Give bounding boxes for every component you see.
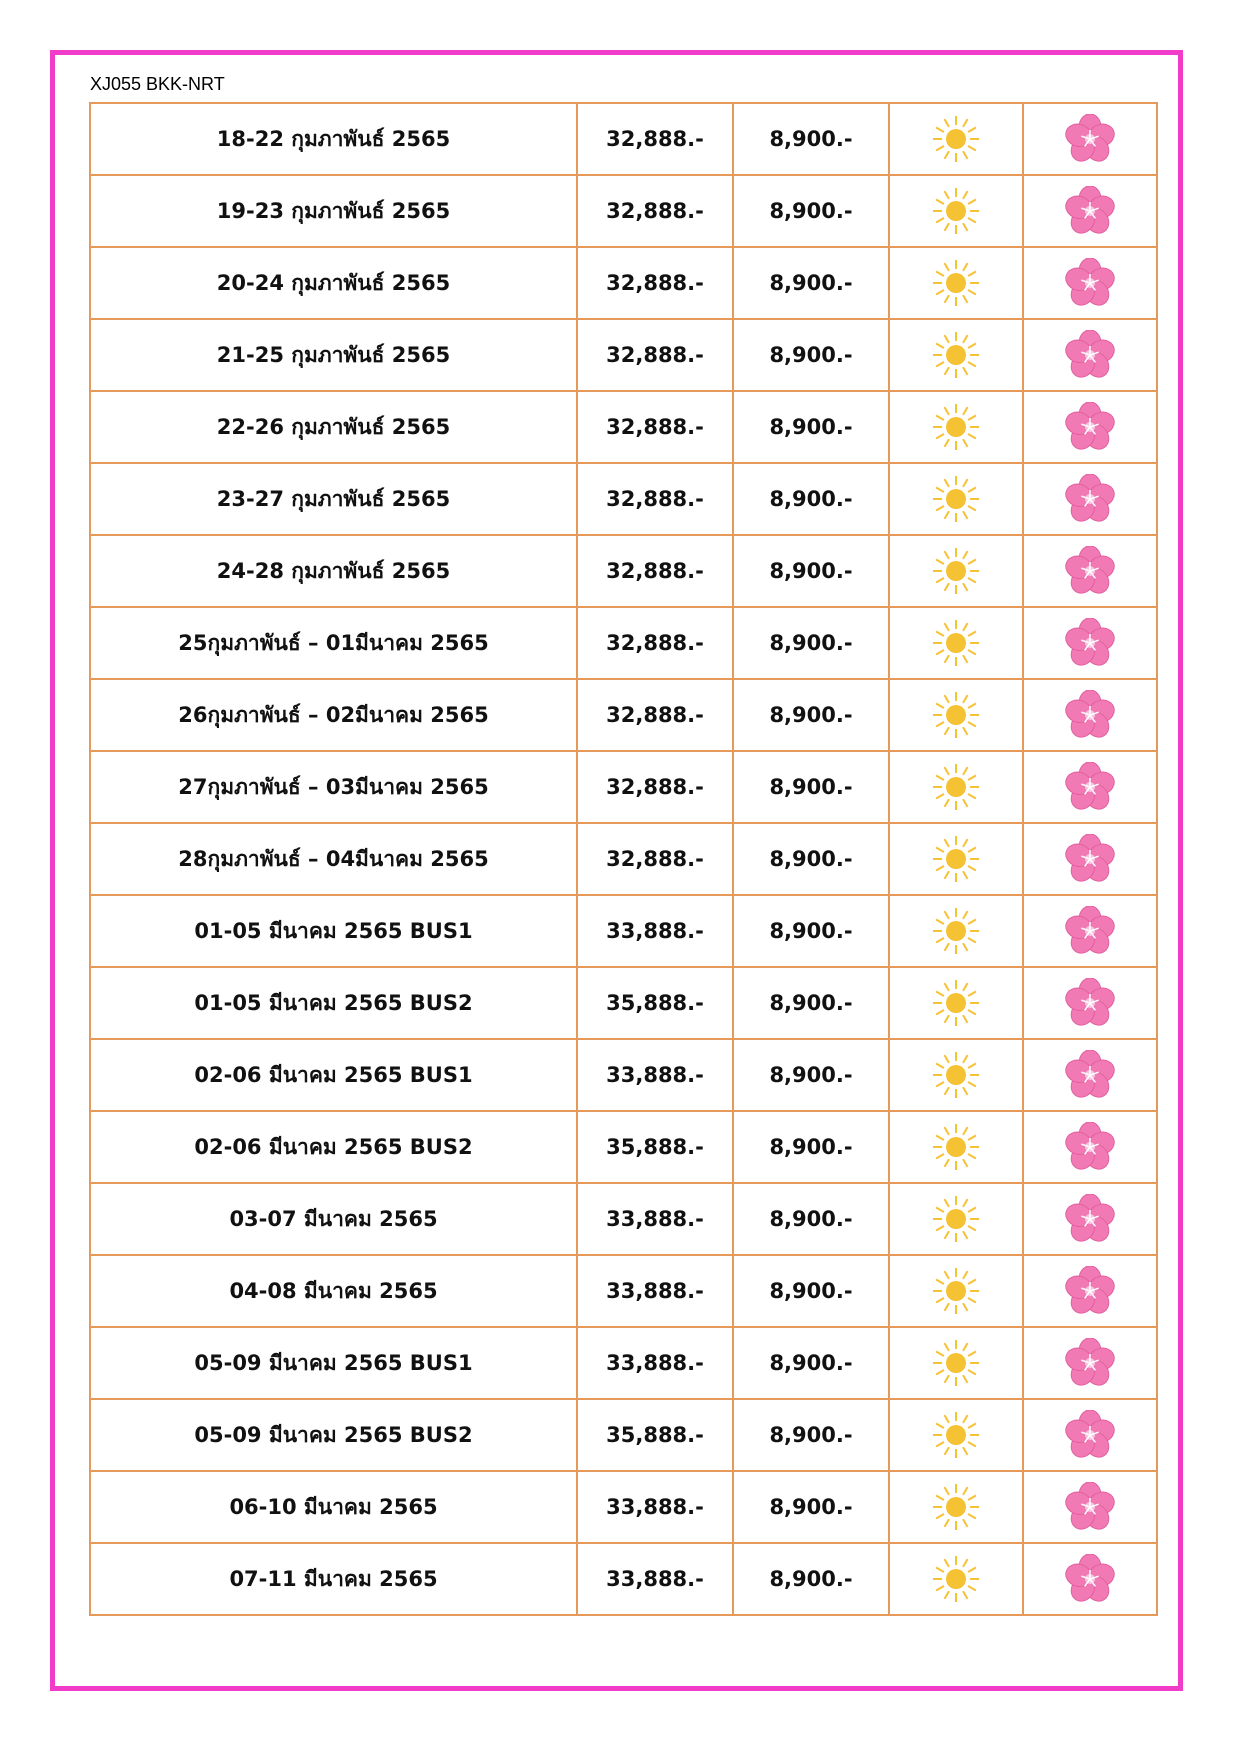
extra-price: 8,900.- xyxy=(733,1543,889,1615)
cherry-blossom-icon xyxy=(1024,474,1156,524)
tour-price: 32,888.- xyxy=(577,535,733,607)
flower-cell xyxy=(1023,319,1157,391)
season-cell xyxy=(889,1327,1023,1399)
season-cell xyxy=(889,247,1023,319)
season-cell xyxy=(889,1039,1023,1111)
season-cell xyxy=(889,895,1023,967)
tour-price: 33,888.- xyxy=(577,1327,733,1399)
season-cell xyxy=(889,319,1023,391)
cherry-blossom-icon xyxy=(1024,618,1156,668)
extra-price: 8,900.- xyxy=(733,103,889,175)
cherry-blossom-icon xyxy=(1024,690,1156,740)
sun-icon xyxy=(890,1554,1022,1604)
flower-cell xyxy=(1023,1111,1157,1183)
tour-price: 32,888.- xyxy=(577,247,733,319)
travel-date: 26กุมภาพันธ์ – 02มีนาคม 2565 xyxy=(90,679,577,751)
travel-date: 03-07 มีนาคม 2565 xyxy=(90,1183,577,1255)
flower-cell xyxy=(1023,1183,1157,1255)
flower-cell xyxy=(1023,463,1157,535)
flower-cell xyxy=(1023,1327,1157,1399)
extra-price: 8,900.- xyxy=(733,391,889,463)
table-row xyxy=(90,319,1157,391)
season-cell xyxy=(889,751,1023,823)
tour-price: 35,888.- xyxy=(577,1399,733,1471)
extra-price: 8,900.- xyxy=(733,175,889,247)
sun-icon xyxy=(890,1266,1022,1316)
tour-price: 32,888.- xyxy=(577,319,733,391)
season-cell xyxy=(889,1255,1023,1327)
cherry-blossom-icon xyxy=(1024,1122,1156,1172)
extra-price: 8,900.- xyxy=(733,463,889,535)
tour-price: 32,888.- xyxy=(577,679,733,751)
flower-cell xyxy=(1023,1039,1157,1111)
flower-cell xyxy=(1023,895,1157,967)
season-cell xyxy=(889,967,1023,1039)
table-row xyxy=(90,463,1157,535)
sun-icon xyxy=(890,906,1022,956)
travel-date: 24-28 กุมภาพันธ์ 2565 xyxy=(90,535,577,607)
sun-icon xyxy=(890,114,1022,164)
sun-icon xyxy=(890,1482,1022,1532)
extra-price: 8,900.- xyxy=(733,1255,889,1327)
cherry-blossom-icon xyxy=(1024,834,1156,884)
sun-icon xyxy=(890,834,1022,884)
tour-price: 32,888.- xyxy=(577,463,733,535)
travel-date: 06-10 มีนาคม 2565 xyxy=(90,1471,577,1543)
table-row xyxy=(90,751,1157,823)
season-cell xyxy=(889,1471,1023,1543)
season-cell xyxy=(889,823,1023,895)
tour-price: 32,888.- xyxy=(577,175,733,247)
flower-cell xyxy=(1023,175,1157,247)
flower-cell xyxy=(1023,1255,1157,1327)
table-row xyxy=(90,1183,1157,1255)
flower-cell xyxy=(1023,967,1157,1039)
extra-price: 8,900.- xyxy=(733,607,889,679)
season-cell xyxy=(889,463,1023,535)
cherry-blossom-icon xyxy=(1024,1266,1156,1316)
travel-date: 19-23 กุมภาพันธ์ 2565 xyxy=(90,175,577,247)
cherry-blossom-icon xyxy=(1024,1554,1156,1604)
travel-date: 01-05 มีนาคม 2565 BUS1 xyxy=(90,895,577,967)
flower-cell xyxy=(1023,823,1157,895)
travel-date: 02-06 มีนาคม 2565 BUS1 xyxy=(90,1039,577,1111)
travel-date: 23-27 กุมภาพันธ์ 2565 xyxy=(90,463,577,535)
travel-date: 05-09 มีนาคม 2565 BUS1 xyxy=(90,1327,577,1399)
season-cell xyxy=(889,1111,1023,1183)
cherry-blossom-icon xyxy=(1024,546,1156,596)
season-cell xyxy=(889,175,1023,247)
tour-price: 35,888.- xyxy=(577,967,733,1039)
flower-cell xyxy=(1023,1399,1157,1471)
tour-price: 35,888.- xyxy=(577,1111,733,1183)
extra-price: 8,900.- xyxy=(733,679,889,751)
sun-icon xyxy=(890,1122,1022,1172)
flower-cell xyxy=(1023,247,1157,319)
extra-price: 8,900.- xyxy=(733,1399,889,1471)
cherry-blossom-icon xyxy=(1024,906,1156,956)
flower-cell xyxy=(1023,1471,1157,1543)
table-row xyxy=(90,1399,1157,1471)
tour-price: 32,888.- xyxy=(577,391,733,463)
sun-icon xyxy=(890,1338,1022,1388)
table-row xyxy=(90,1471,1157,1543)
sun-icon xyxy=(890,186,1022,236)
extra-price: 8,900.- xyxy=(733,1039,889,1111)
sun-icon xyxy=(890,618,1022,668)
flower-cell xyxy=(1023,103,1157,175)
flower-cell xyxy=(1023,607,1157,679)
cherry-blossom-icon xyxy=(1024,258,1156,308)
extra-price: 8,900.- xyxy=(733,319,889,391)
extra-price: 8,900.- xyxy=(733,751,889,823)
tour-price: 33,888.- xyxy=(577,1471,733,1543)
cherry-blossom-icon xyxy=(1024,330,1156,380)
table-row xyxy=(90,247,1157,319)
table-row xyxy=(90,391,1157,463)
travel-date: 28กุมภาพันธ์ – 04มีนาคม 2565 xyxy=(90,823,577,895)
extra-price: 8,900.- xyxy=(733,1327,889,1399)
extra-price: 8,900.- xyxy=(733,1183,889,1255)
cherry-blossom-icon xyxy=(1024,1338,1156,1388)
season-cell xyxy=(889,1543,1023,1615)
tour-price: 33,888.- xyxy=(577,1183,733,1255)
table-row xyxy=(90,175,1157,247)
sun-icon xyxy=(890,762,1022,812)
season-cell xyxy=(889,103,1023,175)
table-row xyxy=(90,535,1157,607)
travel-date: 22-26 กุมภาพันธ์ 2565 xyxy=(90,391,577,463)
tour-code: XJ055 BKK-NRT xyxy=(90,74,225,94)
travel-date: 02-06 มีนาคม 2565 BUS2 xyxy=(90,1111,577,1183)
table-row xyxy=(90,103,1157,175)
sun-icon xyxy=(890,978,1022,1028)
flower-cell xyxy=(1023,391,1157,463)
table-row xyxy=(90,1039,1157,1111)
cherry-blossom-icon xyxy=(1024,1194,1156,1244)
cherry-blossom-icon xyxy=(1024,1482,1156,1532)
cherry-blossom-icon xyxy=(1024,762,1156,812)
sun-icon xyxy=(890,690,1022,740)
season-cell xyxy=(889,391,1023,463)
table-row xyxy=(90,1543,1157,1615)
extra-price: 8,900.- xyxy=(733,1471,889,1543)
tour-price: 32,888.- xyxy=(577,103,733,175)
season-cell xyxy=(889,1399,1023,1471)
cherry-blossom-icon xyxy=(1024,978,1156,1028)
tour-price: 33,888.- xyxy=(577,895,733,967)
travel-date: 05-09 มีนาคม 2565 BUS2 xyxy=(90,1399,577,1471)
table-row xyxy=(90,967,1157,1039)
flower-cell xyxy=(1023,751,1157,823)
travel-date: 18-22 กุมภาพันธ์ 2565 xyxy=(90,103,577,175)
cherry-blossom-icon xyxy=(1024,1410,1156,1460)
table-row xyxy=(90,895,1157,967)
season-cell xyxy=(889,535,1023,607)
sun-icon xyxy=(890,330,1022,380)
sun-icon xyxy=(890,258,1022,308)
sun-icon xyxy=(890,1410,1022,1460)
cherry-blossom-icon xyxy=(1024,186,1156,236)
extra-price: 8,900.- xyxy=(733,967,889,1039)
travel-date: 27กุมภาพันธ์ – 03มีนาคม 2565 xyxy=(90,751,577,823)
season-cell xyxy=(889,607,1023,679)
sun-icon xyxy=(890,1050,1022,1100)
tour-price: 33,888.- xyxy=(577,1255,733,1327)
table-row xyxy=(90,607,1157,679)
table-row xyxy=(90,1255,1157,1327)
travel-date: 04-08 มีนาคม 2565 xyxy=(90,1255,577,1327)
tour-price: 32,888.- xyxy=(577,751,733,823)
schedule-body xyxy=(90,103,1157,1615)
sun-icon xyxy=(890,474,1022,524)
table-row xyxy=(90,1327,1157,1399)
season-cell xyxy=(889,1183,1023,1255)
schedule-table xyxy=(89,102,1158,1616)
flower-cell xyxy=(1023,679,1157,751)
flower-cell xyxy=(1023,1543,1157,1615)
travel-date: 20-24 กุมภาพันธ์ 2565 xyxy=(90,247,577,319)
travel-date: 07-11 มีนาคม 2565 xyxy=(90,1543,577,1615)
cherry-blossom-icon xyxy=(1024,1050,1156,1100)
extra-price: 8,900.- xyxy=(733,823,889,895)
tour-price: 32,888.- xyxy=(577,607,733,679)
cherry-blossom-icon xyxy=(1024,114,1156,164)
season-cell xyxy=(889,679,1023,751)
sun-icon xyxy=(890,402,1022,452)
cherry-blossom-icon xyxy=(1024,402,1156,452)
tour-price: 33,888.- xyxy=(577,1039,733,1111)
table-row xyxy=(90,1111,1157,1183)
table-row xyxy=(90,679,1157,751)
travel-date: 01-05 มีนาคม 2565 BUS2 xyxy=(90,967,577,1039)
travel-date: 25กุมภาพันธ์ – 01มีนาคม 2565 xyxy=(90,607,577,679)
extra-price: 8,900.- xyxy=(733,535,889,607)
table-row xyxy=(90,823,1157,895)
sun-icon xyxy=(890,546,1022,596)
tour-price: 32,888.- xyxy=(577,823,733,895)
tour-price: 33,888.- xyxy=(577,1543,733,1615)
extra-price: 8,900.- xyxy=(733,895,889,967)
extra-price: 8,900.- xyxy=(733,1111,889,1183)
extra-price: 8,900.- xyxy=(733,247,889,319)
sun-icon xyxy=(890,1194,1022,1244)
flower-cell xyxy=(1023,535,1157,607)
travel-date: 21-25 กุมภาพันธ์ 2565 xyxy=(90,319,577,391)
